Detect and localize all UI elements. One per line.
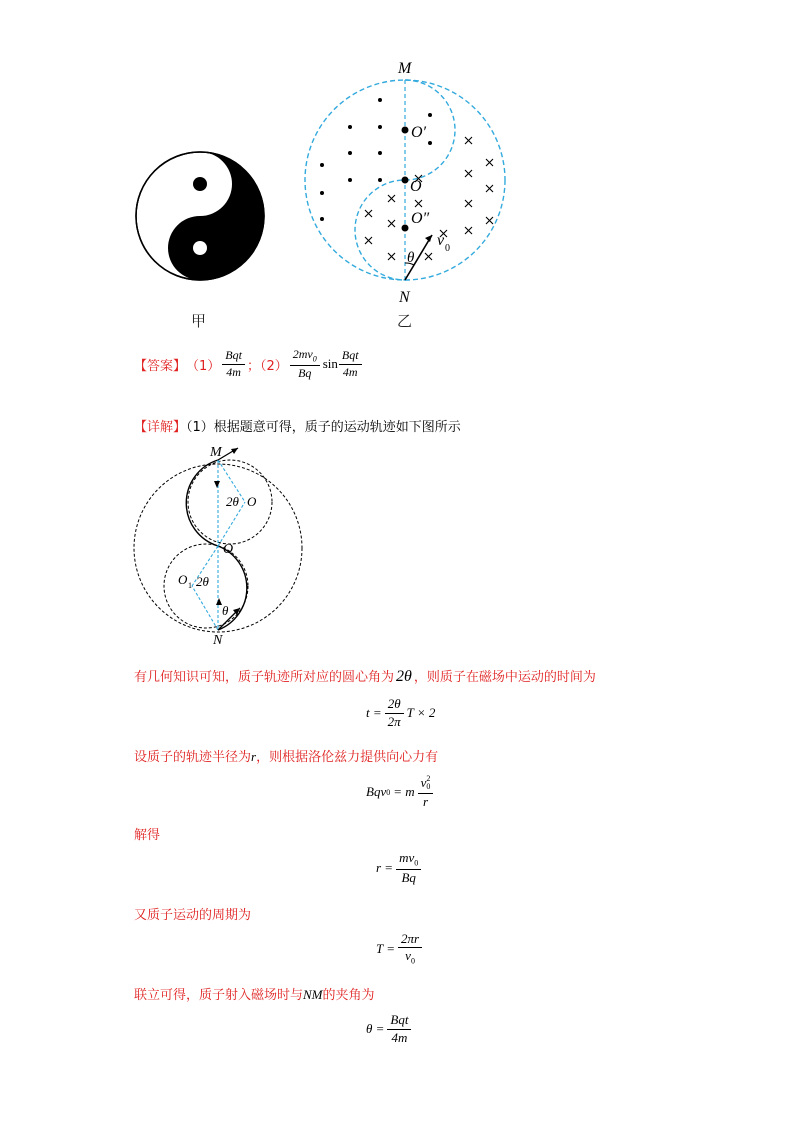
answer-line bbox=[134, 342, 362, 386]
figure-yi-caption: 乙 bbox=[397, 312, 413, 330]
para-solve: 解得 bbox=[134, 828, 161, 843]
label-O: O bbox=[410, 178, 422, 195]
label-v0-sub: 0 bbox=[445, 243, 450, 254]
para-central-angle: 有几何知识可知，质子轨迹所对应的圆心角为 2θ ，则质子在磁场中运动的时间为 bbox=[134, 668, 596, 685]
traj-label-M: M bbox=[210, 445, 222, 460]
detail-intro-text: （1）根据题意可得，质子的运动轨迹如下图所示 bbox=[186, 420, 461, 435]
figure-jia-caption: 甲 bbox=[191, 312, 207, 330]
label-O-prime: O′ bbox=[411, 124, 427, 141]
para-radius: 设质子的轨迹半径为r，则根据洛伦兹力提供向心力有 bbox=[134, 749, 439, 765]
equation-time: t = $\frac{2\theta}{2\pi}$ T × 2 bbox=[366, 696, 436, 729]
answer-part1: （1） bbox=[186, 358, 221, 374]
traj-label-2theta-top: 2θ bbox=[226, 494, 239, 509]
traj-label-O1: O bbox=[178, 572, 188, 587]
traj-label-O1-sub: 1 bbox=[188, 581, 192, 590]
trajectory-figure bbox=[130, 440, 310, 645]
label-O-double-prime: O″ bbox=[411, 210, 430, 227]
label-theta: θ bbox=[407, 250, 415, 266]
answer-fraction-1: $\frac{\text{Bqt}}{4m}$ bbox=[222, 349, 245, 378]
answer-fraction-3: $\frac{\text{Bqt}}{4m}$ bbox=[339, 349, 362, 378]
traj-label-O: O bbox=[223, 542, 234, 557]
label-M: M bbox=[398, 60, 412, 77]
detail-tag: 【详解】 bbox=[134, 420, 187, 435]
traj-label-O2: O bbox=[247, 494, 257, 509]
traj-label-theta: θ bbox=[222, 603, 229, 618]
dots-field bbox=[320, 98, 432, 221]
answer-tag: 【答案】 bbox=[134, 358, 187, 374]
answer-sin: sin bbox=[322, 356, 338, 371]
para-period: 又质子运动的周期为 bbox=[134, 908, 252, 923]
detail-intro bbox=[134, 416, 461, 435]
angle-2theta: 2θ bbox=[396, 668, 412, 685]
answer-fraction-2: $\frac{2mv_0}{Bq}$ bbox=[290, 348, 320, 380]
equation-theta: θ = $\frac{\text{Bqt}}{4m}$ bbox=[366, 1008, 411, 1050]
para-angle: 联立可得，质子射入磁场时与NM的夹角为 bbox=[134, 987, 375, 1003]
label-N: N bbox=[399, 289, 410, 305]
equation-radius: r = $\frac{mv_0}{Bq}$ bbox=[376, 848, 421, 888]
answer-part2: ；（2） bbox=[246, 358, 288, 374]
equation-lorentz: Bqv 0 = m v 2 0 r bbox=[366, 770, 433, 814]
traj-label-N: N bbox=[213, 633, 223, 645]
equation-period: T = $\frac{2\pi r}{v_0}$ bbox=[376, 928, 422, 970]
traj-label-2theta-bottom: 2θ bbox=[196, 574, 209, 589]
taiji-figure bbox=[134, 150, 266, 282]
label-v0: v bbox=[437, 232, 445, 249]
field-figure bbox=[300, 55, 515, 305]
